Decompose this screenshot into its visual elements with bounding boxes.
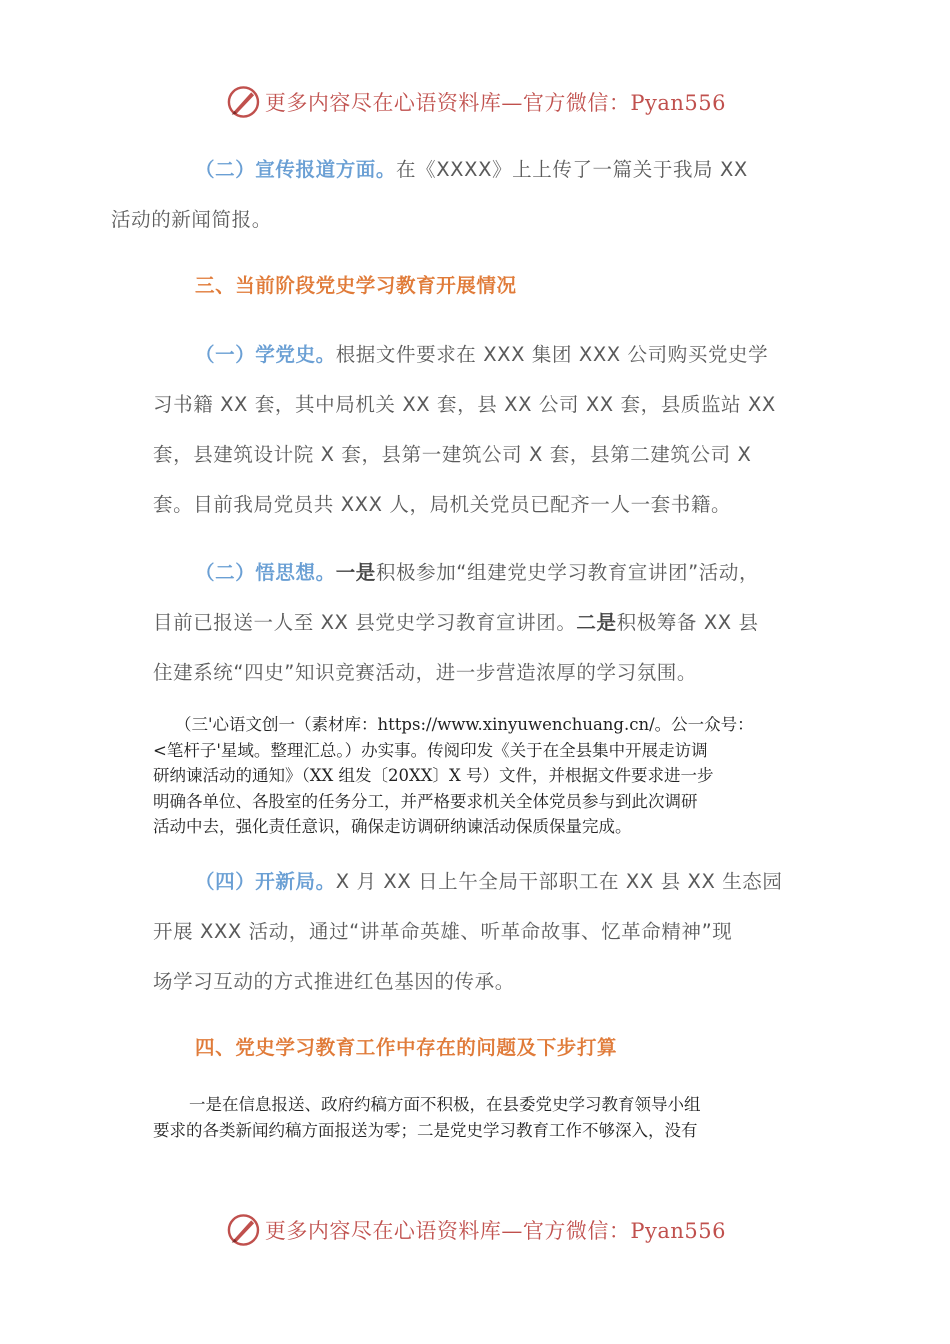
paragraph-line: 场学习互动的方式推进红色基因的传承。 — [153, 970, 515, 993]
section-label: （二）悟思想。 — [195, 561, 336, 584]
paragraph-text: 目前已报送一人至 XX 县党史学习教育宣讲团。 — [153, 611, 577, 634]
paragraph-text: 积极筹备 XX 县 — [616, 611, 759, 634]
emphasis-label: 一是 — [335, 561, 376, 584]
paragraph-line: 套，县建筑设计院 X 套，县第一建筑公司 X 套，县第二建筑公司 X — [153, 443, 752, 466]
paragraph-text: 根据文件要求在 XXX 集团 XXX 公司购买党史学 — [335, 343, 769, 366]
paragraph-text: 积极参加“组建党史学习教育宣讲团”活动， — [375, 561, 760, 584]
paragraph-problems — [153, 1092, 803, 1144]
pen-logo-icon — [226, 84, 261, 120]
paragraph-line: 活动中去，强化责任意识，确保走访调研纳谏活动保质保量完成。 — [153, 817, 632, 836]
paragraph-line: 住建系统“四史”知识竞赛活动，进一步营造浓厚的学习氛围。 — [153, 661, 698, 684]
banner-text: 更多内容尽在心语资料库—官方微信：Pyan556 — [264, 91, 726, 115]
paragraph-line: 开展 XXX 活动，通过“讲革命英雄、听革命故事、忆革命精神”现 — [153, 920, 733, 943]
section-heading-3: 三、当前阶段党史学习教育开展情况 — [195, 274, 517, 297]
paragraph-practical-work — [153, 712, 803, 840]
header-banner — [226, 82, 726, 122]
emphasis-label: 二是 — [576, 611, 617, 634]
paragraph-line: 研纳谏活动的通知》（XX 组发〔20XX〕X 号）文件，并根据文件要求进一步 — [153, 766, 714, 785]
paragraph-line: 习书籍 XX 套，其中局机关 XX 套，县 XX 公司 XX 套，县质监站 XX — [153, 393, 776, 416]
paragraph-text: 在《XXXX》上上传了一篇关于我局 XX — [396, 158, 748, 181]
section-label: （一）学党史。 — [195, 343, 336, 366]
paragraph-line: 套。目前我局党员共 XXX 人，局机关党员已配齐一人一套书籍。 — [153, 493, 732, 516]
paragraph-text: X 月 XX 日上午全局干部职工在 XX 县 XX 生态园 — [335, 870, 783, 893]
paragraph-publicity — [111, 145, 803, 245]
paragraph-new-chapter — [153, 857, 803, 1007]
paragraph-line: <笔杆子'星域。整理汇总。）办实事。传阅印发《关于在全县集中开展走访调 — [153, 740, 708, 760]
paragraph-text: 活动的新闻简报。 — [111, 208, 272, 231]
footer-banner — [226, 1210, 726, 1250]
banner-text: 更多内容尽在心语资料库—官方微信：Pyan556 — [264, 1219, 726, 1243]
paragraph-line: 一是在信息报送、政府约稿方面不积极，在县委党史学习教育领导小组 — [189, 1095, 701, 1114]
pen-logo-icon — [226, 1212, 261, 1248]
section-heading-4: 四、党史学习教育工作中存在的问题及下步打算 — [195, 1036, 618, 1059]
paragraph-line: 要求的各类新闻约稿方面报送为零；二是党史学习教育工作不够深入，没有 — [153, 1121, 698, 1140]
paragraph-understand-thought — [153, 548, 803, 698]
paragraph-study-history — [153, 330, 803, 530]
section-label: （二）宣传报道方面。 — [195, 158, 397, 181]
paragraph-line: （三'心语文创一（素材库：https://www.xinyuwenchuang.cn/。公一众号： — [175, 715, 754, 734]
section-label: （四）开新局。 — [195, 870, 336, 893]
paragraph-line: 明确各单位、各股室的任务分工，并严格要求机关全体党员参与到此次调研 — [153, 791, 698, 811]
